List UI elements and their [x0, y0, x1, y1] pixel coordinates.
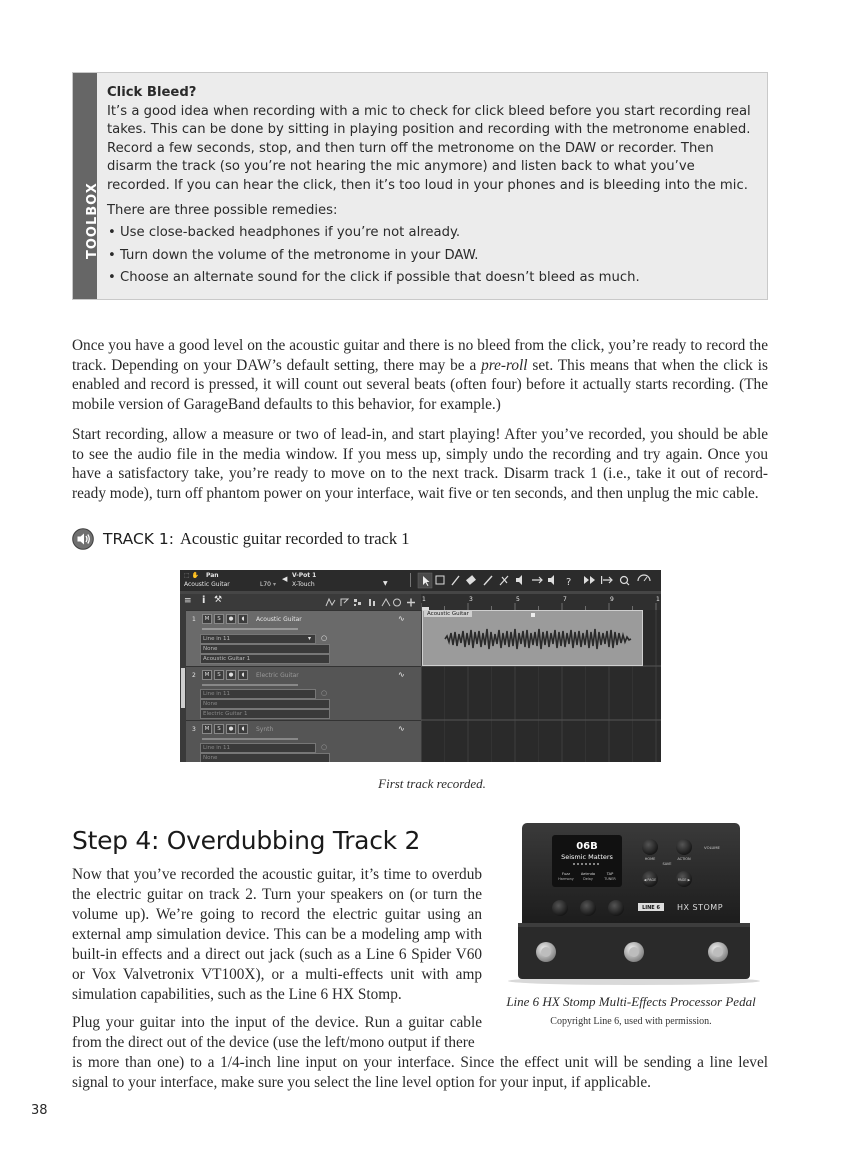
waveform-icon[interactable]: ∿ — [398, 614, 405, 623]
monitor-button[interactable]: ◖ — [238, 670, 248, 680]
pedal-model-name: HX STOMP — [676, 903, 724, 912]
paragraph-overdub: Now that you’ve recorded the acoustic guitar, it’s time to overdub the electric guitar on track 2. Turn your speakers on (or turn the volume up). We’re going to record the electric guitar using an external amp simulation device. This can be a modeling amp with built-in effects and a direct out jack (such as a Line 6 Spider V60 or Vox Valvetronix VT100X), or a multi-effects unit with amp simulation capabilities, such as the Line 6 HX Stomp. — [72, 866, 482, 1003]
paragraph-text: set. This means that when the click is enabled and record is pressed, it will count out several beats (often four) before it actually starts recording. (The mobile version of GarageBand defaults to this behavior, for example.) — [72, 356, 768, 413]
daw-pan-value[interactable]: L70 — [260, 581, 271, 588]
pedal-param-label: Fuzz — [562, 872, 570, 876]
input-select[interactable]: Line in 11 — [200, 634, 316, 644]
daw-vpot-device: X-Touch — [292, 581, 315, 588]
pedal-page-right-label: PAGE ▶ — [677, 878, 691, 882]
output-select[interactable]: Acoustic Guitar 1 — [200, 654, 330, 664]
toolbox-title: Click Bleed? — [107, 85, 197, 100]
mute-button[interactable]: M — [202, 724, 212, 734]
remedy-item: • Turn down the volume of the metronome in your DAW. — [107, 247, 755, 266]
track-row-2[interactable] — [180, 666, 421, 721]
pedal-volume-label: VOLUME — [704, 845, 720, 850]
daw-automation-icons[interactable] — [324, 596, 419, 608]
solo-button[interactable]: S — [214, 614, 224, 624]
daw-top-bar — [180, 570, 661, 591]
volume-slider[interactable] — [202, 628, 298, 630]
figure-caption: First track recorded. — [378, 776, 486, 791]
track-row-3[interactable] — [180, 720, 421, 762]
chevron-down-icon[interactable]: ▾ — [273, 581, 277, 588]
speaker-icon[interactable] — [72, 528, 94, 550]
track-number: 2 — [192, 672, 196, 679]
pedal-preset-name: Seismic Matters — [561, 853, 613, 861]
monitor-button[interactable]: ◖ — [238, 724, 248, 734]
fx-select[interactable]: None — [200, 644, 330, 654]
record-arm-button[interactable]: ● — [226, 670, 236, 680]
waveform-icon[interactable]: ∿ — [398, 670, 405, 679]
track-description: Acoustic guitar recorded to track 1 — [179, 529, 410, 548]
mute-button[interactable]: M — [202, 614, 212, 624]
monitor-circle-icon[interactable]: ○ — [321, 743, 328, 751]
hx-stomp-pedal-image — [500, 815, 768, 987]
paragraph-text: Once you have a good level on the acoustic guitar and there is no bleed from the click, you’re ready to record the track. Depending on your DAW’s default setting, there may be a — [72, 337, 768, 374]
track-row-1[interactable] — [180, 610, 421, 667]
pedal-param-label: Aetrndo — [580, 872, 596, 876]
toolbox-box — [72, 72, 768, 300]
italic-term: pre-roll — [481, 356, 528, 374]
daw-help-glyph: ? — [566, 577, 572, 588]
monitor-circle-icon[interactable]: ○ — [321, 634, 328, 642]
ruler-mark: 7 — [563, 596, 567, 603]
pedal-brand-logo: LINE 6 — [642, 905, 660, 911]
toolbox-body: It’s a good idea when recording with a mic to check for click bleed before you start recording real takes. This can be done by sitting in playing position and recording with the metronome enabled. Record a few seconds, stop, and then turn off the metronome on the DAW or recorder. Then disarm the track (so you’re not hearing the mic anymore) and listen back to what you’ve recorded. If you can hear the click, then it’s too loud in your phones and is bleeding into the mic. — [107, 103, 751, 193]
monitor-button[interactable]: ◖ — [238, 614, 248, 624]
paragraph-start-recording: Start recording, allow a measure or two of lead-in, and start playing! After you’ve recorded, you should be able to see the audio file in the media window. If you mess up, simply undo the recording and try again. Once you have a satisfactory take, you’re ready to move on to the next track. Disarm track 1 (i.e., take it out of record-ready mode), turn off phantom power on your interface, wait five or ten seconds, and then unplug the mic cable. — [72, 426, 768, 502]
clip-label: Acoustic Guitar — [424, 611, 472, 617]
daw-vpot-label: V-Pot 1 — [292, 572, 317, 579]
track-heading — [72, 527, 410, 551]
pedal-home-label: HOME — [644, 857, 656, 861]
fx-select[interactable]: None — [200, 699, 330, 709]
ruler-mark: 5 — [516, 596, 520, 603]
pedal-param-sub: Delay — [583, 877, 593, 881]
remedy-item: • Use close-backed headphones if you’re not already. — [107, 224, 755, 243]
chevron-down-icon[interactable]: ▼ — [383, 580, 388, 587]
daw-timeline-ruler[interactable] — [421, 594, 661, 610]
solo-button[interactable]: S — [214, 724, 224, 734]
track-name[interactable]: Acoustic Guitar — [256, 616, 302, 623]
daw-window-icons: ⬚ ✋ — [184, 572, 200, 579]
wrench-icon[interactable]: ⚒ — [214, 595, 223, 605]
paragraph-preroll — [72, 336, 768, 414]
pedal-param-sub: TUNER — [604, 877, 616, 881]
ruler-ticks — [421, 603, 661, 610]
volume-slider[interactable] — [202, 684, 298, 686]
ruler-mark: 3 — [469, 596, 473, 603]
monitor-circle-icon[interactable]: ○ — [321, 689, 328, 697]
daw-pan-label: Pan — [206, 572, 219, 579]
audio-clip[interactable] — [422, 610, 643, 666]
daw-screenshot — [180, 570, 661, 762]
section-heading: Step 4: Overdubbing Track 2 — [72, 826, 421, 855]
chevron-left-icon[interactable]: ◀ — [282, 575, 288, 583]
input-select[interactable]: Line in 11 — [200, 689, 316, 699]
toolbox-tab-label: TOOLBOX — [85, 182, 100, 259]
ruler-mark: 1 — [656, 596, 660, 603]
record-arm-button[interactable]: ● — [226, 614, 236, 624]
mute-button[interactable]: M — [202, 670, 212, 680]
remedy-item: • Choose an alternate sound for the click if possible that doesn’t bleed as much. — [107, 269, 755, 288]
toolbox-remedies-intro: There are three possible remedies: — [107, 202, 338, 218]
toolbox-content — [107, 84, 755, 288]
pedal-page-left-label: ◀ PAGE — [643, 878, 657, 882]
waveform-icon[interactable]: ∿ — [398, 724, 405, 733]
daw-tool-icons[interactable] — [406, 572, 661, 589]
page-number: 38 — [31, 1103, 48, 1118]
paragraph-plug-in-cont: is more than one) to a 1/4-inch line input on your interface. Since the effect unit will be sending a line level signal to your interface, make sure you select the line level option for your input, if applicable. — [72, 1054, 768, 1091]
toolbox-tab — [73, 73, 100, 299]
track-name[interactable]: Electric Guitar — [256, 672, 299, 679]
daw-pan-track: Acoustic Guitar — [184, 581, 230, 588]
scrollbar-thumb[interactable] — [181, 668, 185, 708]
pedal-caption: Line 6 HX Stomp Multi-Effects Processor Pedal — [506, 994, 756, 1009]
track-number: 1 — [192, 616, 196, 623]
pedal-copyright: Copyright Line 6, used with permission. — [550, 1016, 712, 1027]
input-select[interactable]: Line in 11 — [200, 743, 316, 753]
ruler-mark: 1 — [422, 596, 426, 603]
volume-slider[interactable] — [202, 738, 298, 740]
pedal-param-sub: Harmony — [558, 877, 574, 881]
paragraph-plug-in: Plug your guitar into the input of the device. Run a guitar cable from the direct out of the device (use the left/mono output if there — [72, 1014, 482, 1051]
output-select[interactable]: Electric Guitar 1 — [200, 709, 330, 719]
menu-icon[interactable]: ≡ — [184, 596, 192, 606]
ruler-mark: 9 — [610, 596, 614, 603]
pedal-preset-number: 06B — [576, 841, 598, 852]
pedal-param-label: TAP — [606, 872, 614, 876]
track-label: TRACK 1: — [103, 530, 174, 548]
info-icon[interactable]: i — [202, 595, 206, 606]
solo-button[interactable]: S — [214, 670, 224, 680]
chevron-down-icon[interactable]: ▾ — [308, 635, 312, 642]
pedal-save-label: SAVE — [662, 862, 672, 866]
audio-waveform — [423, 611, 644, 667]
record-arm-button[interactable]: ● — [226, 724, 236, 734]
track-number: 3 — [192, 726, 196, 733]
pedal-action-label: ACTION — [677, 857, 691, 861]
track-name[interactable]: Synth — [256, 726, 274, 733]
fx-select[interactable]: None — [200, 753, 330, 762]
